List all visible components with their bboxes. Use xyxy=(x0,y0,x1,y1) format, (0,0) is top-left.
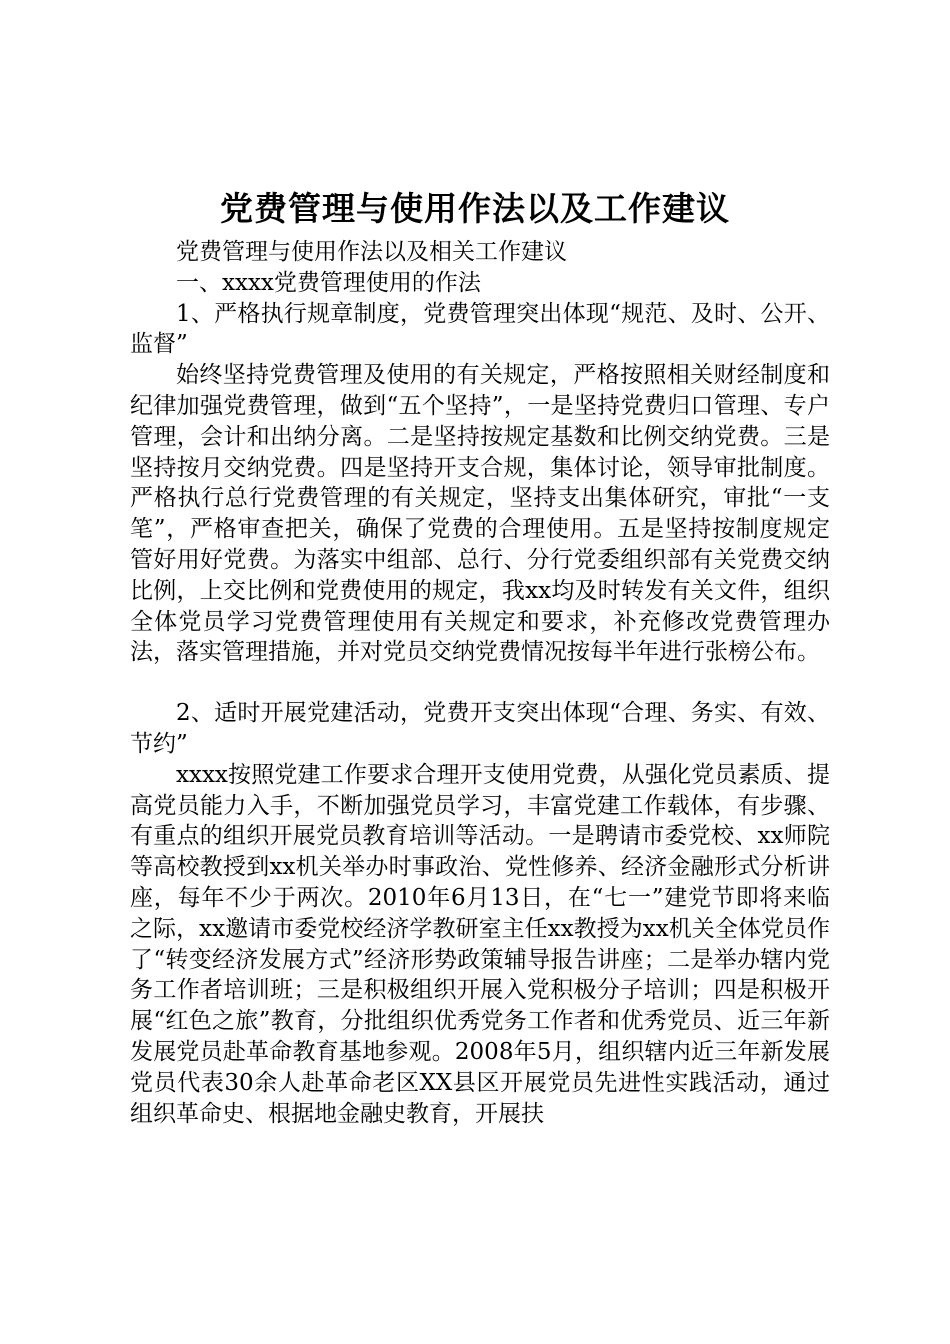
subtitle-paragraph: 党费管理与使用作法以及相关工作建议 xyxy=(176,239,567,265)
body-paragraph-1: 始终坚持党费管理及使用的有关规定，严格按照相关财经制度和纪律加强党费管理，做到“五个坚持”，一是坚持党费归口管理、专户管理，会计和出纳分离。二是坚持按规定基数和比例交纳党费。三是坚持按月交纳党费。四是坚持开支合规，集体讨论，领导审批制度。严格执行总行党费管理的有关规定，坚持支出集体研究，审批“一支笔”，严格审查把关，确保了党费的合理使用。五是坚持按制度规定管好用好党费。为落实中组部、总行、分行党委组织部有关党费交纳比例，上交比例和党费使用的规定，我xx均及时转发有关文件，组织全体党员学习党费管理使用有关规定和要求，补充修改党费管理办法，落实管理措施，并对党员交纳党费情况按每半年进行张榜公布。 xyxy=(130,362,830,666)
subsection-heading-1: 1、严格执行规章制度，党费管理突出体现“规范、及时、公开、监督” xyxy=(130,300,830,358)
subsection-heading-2: 2、适时开展党建活动，党费开支突出体现“合理、务实、有效、节约” xyxy=(130,700,830,757)
section-heading: 一、xxxx党费管理使用的作法 xyxy=(176,269,481,296)
document-body xyxy=(130,237,830,1129)
document-title: 党费管理与使用作法以及工作建议 xyxy=(220,189,730,228)
body-paragraph-2: xxxx按照党建工作要求合理开支使用党费，从强化党员素质、提高党员能力入手，不断加强党员学习，丰富党建工作载体，有步骤、有重点的组织开展党员教育培训等活动。一是聘请市委党校、xx师院等高校教授到xx机关举办时事政治、党性修养、经济金融形式分析讲座，每年不少于两次。2010年6月13日，在“七一”建党节即将来临之际，xx邀请市委党校经济学教研室主任xx教授为xx机关全体党员作了“转变经济发展方式”经济形势政策辅导报告讲座；二是举办辖内党务工作者培训班；三是积极组织开展入党积极分子培训；四是积极开展“红色之旅”教育，分批组织优秀党务工作者和优秀党员、近三年新发展党员赴革命教育基地参观。2008年5月，组织辖内近三年新发展党员代表30余人赴革命老区XX县区开展党员先进性实践活动，通过组织革命史、根据地金融史教育，开展扶 xyxy=(130,761,830,1127)
